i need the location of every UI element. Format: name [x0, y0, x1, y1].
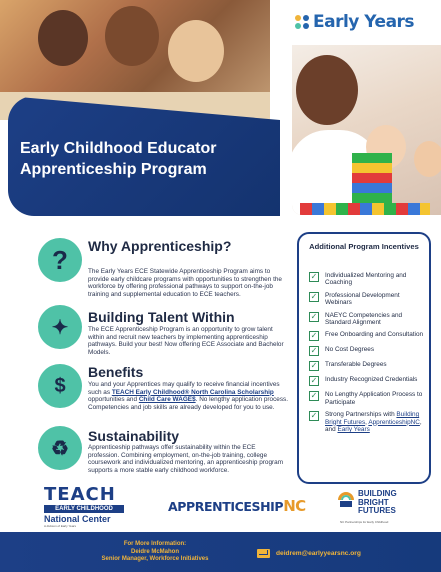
- icon-glyph: $: [54, 374, 66, 397]
- building-bright-futures-logo: [338, 490, 397, 516]
- apprenticeshipnc-logo: [168, 497, 306, 515]
- checkbox-icon: ✓: [310, 376, 318, 386]
- apprenticeship-text: APPRENTICESHIP: [168, 499, 284, 514]
- checkbox-icon: ✓: [310, 272, 318, 281]
- contact-email[interactable]: [257, 549, 361, 558]
- section-body: The Early Years ECE Statewide Apprenticeship Program aims to provide early childcare programs with opportunities to strengthen the workforce by offering professional pathways to support on-the-job training and supplemental education to ECE teachers.: [88, 268, 282, 298]
- teacher-figure: [296, 55, 358, 125]
- bbf-text: [358, 490, 397, 516]
- nc-text: NC: [283, 497, 306, 515]
- body-text: . No lengthy application process. Competencies and job skills are already developed for you to use.: [88, 396, 289, 411]
- checkbox-icon: ✓: [310, 291, 318, 301]
- list-item-label: Professional Development Webinars: [325, 291, 400, 307]
- bbf-line: BUILDING: [358, 489, 397, 498]
- toy-blocks: [300, 203, 430, 215]
- rainbow-icon: [338, 490, 354, 508]
- bbf-line: BRIGHT: [358, 497, 389, 507]
- teach-logo: [44, 486, 124, 528]
- list-item: [309, 331, 427, 341]
- list-item: [309, 391, 427, 406]
- list-item: [309, 272, 427, 287]
- list-item-label: No Cost Degrees: [325, 346, 375, 354]
- item-text: ,: [365, 418, 369, 426]
- page-title: Early Childhood Educator Apprenticeship Program: [20, 140, 217, 178]
- section-body: The ECE Apprenticeship Program is an opportunity to grow talent within and recruit new teachers by implementing apprenticeship pathways. Build your best! Now offering ECE Associate and Bachelor Models.: [88, 326, 284, 356]
- teach-logo-tagline: A division of Early Years: [44, 524, 77, 528]
- logo-dot: [295, 23, 301, 29]
- section-heading: Building Talent Within: [88, 309, 235, 325]
- bbf-line: FUTURES: [358, 506, 396, 516]
- checkbox-icon: ✓: [310, 411, 318, 421]
- list-item: [309, 361, 427, 371]
- list-item-label: Industry Recognized Credentials: [325, 376, 418, 384]
- checkbox-icon: ✓: [310, 361, 318, 371]
- logo-text: Early Years: [313, 12, 415, 32]
- logo-dot: [303, 23, 309, 29]
- list-item-label: Transferable Degrees: [325, 361, 387, 369]
- icon-glyph: ?: [52, 244, 68, 275]
- teach-scholarship-link[interactable]: TEACH Early Childhood® North Carolina Scholarship: [111, 388, 274, 396]
- incentives-list: [309, 272, 427, 438]
- checkbox-icon: ✓: [310, 311, 318, 321]
- checkbox-icon: ✓: [310, 346, 318, 356]
- body-text: opportunities and: [88, 396, 139, 404]
- checkbox-icon: ✓: [310, 331, 318, 341]
- email-text[interactable]: deidrem@earlyyearsnc.org: [276, 550, 361, 557]
- teach-logo-subtitle: National Center: [44, 514, 111, 524]
- section-heading: Sustainability: [88, 428, 180, 444]
- section-heading: Benefits: [88, 364, 144, 380]
- mail-icon: [257, 549, 270, 558]
- contact-name: Deidre McMahon: [130, 548, 179, 555]
- contact-info: [100, 541, 210, 564]
- item-text: , and: [325, 418, 422, 434]
- footer: [0, 532, 441, 572]
- logo-dots-icon: [295, 15, 309, 29]
- child-figure: [105, 6, 159, 66]
- list-item-label: [325, 411, 427, 433]
- child-care-wages-link[interactable]: Child Care WAGE$: [138, 396, 196, 404]
- item-text: Strong Partnerships with: [325, 411, 397, 419]
- money-hand-icon: [38, 364, 82, 408]
- list-item: [309, 376, 427, 386]
- apprenticeshipnc-link[interactable]: ApprenticeshipNC: [368, 418, 420, 426]
- child-figure: [168, 20, 224, 82]
- logo-dot: [303, 15, 309, 21]
- child-figure: [414, 141, 441, 177]
- section-body: [88, 381, 288, 411]
- question-mark-icon: [38, 238, 82, 282]
- child-figure: [38, 10, 88, 66]
- early-years-link[interactable]: Early Years: [337, 426, 370, 434]
- bbf-tagline: NC Partnerships for Early Childhood: [340, 520, 389, 524]
- section-body: Apprenticeship pathways offer sustainability within the ECE profession. Combining employment, on-the-job training, college coursework and individualized mentoring, an apprenticeship program supports a more stable early childhood workforce.: [88, 444, 284, 474]
- building-bright-futures-link[interactable]: Building Bright Futures: [325, 411, 420, 426]
- teach-logo-bar: EARLY CHILDHOOD: [44, 505, 124, 513]
- contact-role: Senior Manager, Workforce Initiatives: [101, 556, 209, 563]
- icon-glyph: ♻: [51, 437, 69, 460]
- early-years-logo: [295, 12, 414, 32]
- list-item: [309, 312, 427, 327]
- checkbox-icon: ✓: [310, 391, 318, 401]
- list-item-label: Individualized Mentoring and Coaching: [325, 272, 407, 287]
- logo-dot: [295, 15, 301, 21]
- list-item: [309, 292, 427, 307]
- teach-logo-title: TEACH: [44, 484, 116, 505]
- incentives-box: [297, 232, 431, 484]
- icon-glyph: ✦: [51, 316, 69, 339]
- section-heading: Why Apprenticeship?: [88, 238, 232, 254]
- list-item: [309, 411, 427, 433]
- incentives-title: Additional Program Incentives: [309, 242, 419, 251]
- team-growth-icon: [38, 305, 82, 349]
- body-text: You and your Apprentices may qualify to receive financial incentives such as: [88, 381, 280, 396]
- list-item: [309, 346, 427, 356]
- contact-label: For More Information:: [123, 541, 187, 547]
- list-item-label: No Lengthy Application Process to Participate: [325, 391, 423, 406]
- plant-globe-icon: [38, 426, 82, 470]
- list-item-label: Free Onboarding and Consultation: [325, 331, 424, 339]
- list-item-label: NAEYC Competencies and Standard Alignment: [325, 311, 403, 327]
- teacher-photo: [292, 45, 441, 215]
